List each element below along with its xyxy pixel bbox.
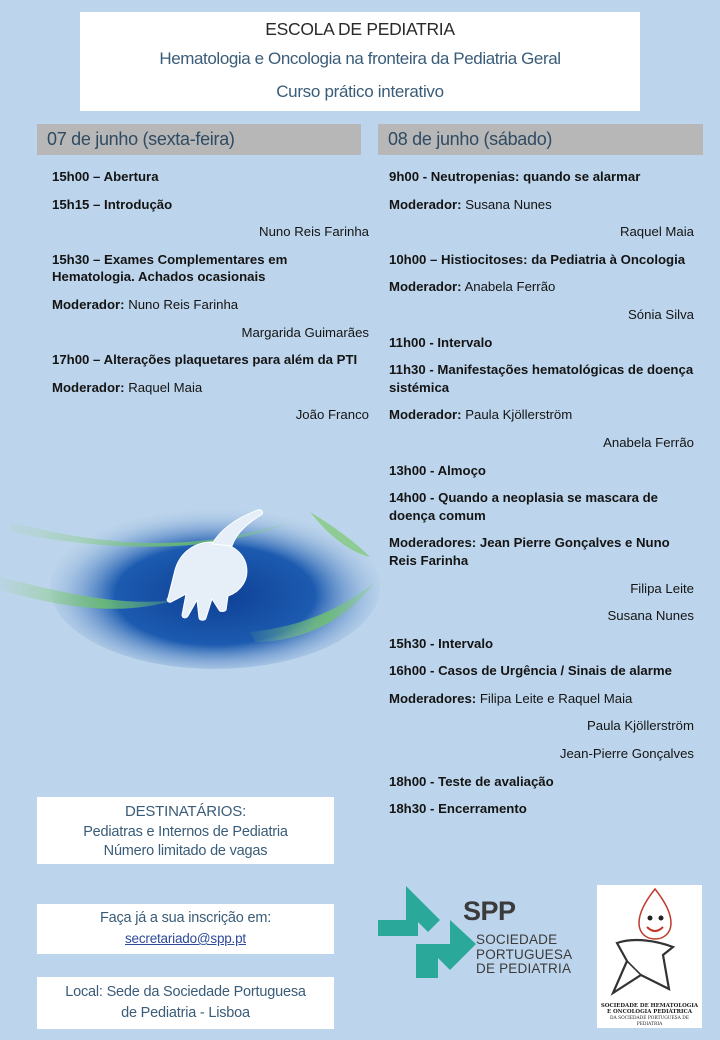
moderators-line: Moderadores: Jean Pierre Gonçalves e Nuno Reis Farinha: [389, 535, 670, 568]
program-item: 11h00 - Intervalo: [389, 334, 493, 350]
shop-line: SOCIEDADE DE HEMATOLOGIA: [600, 1003, 699, 1009]
spp-line: PORTUGUESA: [476, 946, 573, 962]
spp-line: SOCIEDADE: [476, 932, 558, 947]
moderator-label: Moderador:: [389, 407, 462, 423]
day1-heading: 07 de junho (sexta-feira): [37, 124, 361, 155]
moderator-line: [52, 296, 369, 314]
moderator-name: Filipa Leite e Raquel Maia: [476, 690, 633, 706]
venue-line: de Pediatria - Lisboa: [121, 1005, 250, 1021]
day1-program: [52, 168, 369, 434]
program-item: 11h30 - Manifestações hematológicas de doença sistémica: [389, 362, 694, 395]
venue-line: Local: Sede da Sociedade Portuguesa: [65, 984, 306, 1000]
program-item: 14h00 - Quando a neoplasia se mascara de doença comum: [389, 490, 658, 523]
spp-line: DE PEDIATRIA: [476, 961, 572, 976]
moderator-line: [389, 690, 694, 708]
program-item: 15h30 – Exames Complementares em Hematologia. Achados ocasionais: [52, 251, 288, 285]
school-title: ESCOLA DE PEDIATRIA: [265, 19, 455, 39]
moderator-label: Moderador:: [389, 279, 462, 295]
child-drop-icon: [597, 885, 702, 1003]
moderator-name: Anabela Ferrão: [461, 279, 556, 295]
moderator-name: Nuno Reis Farinha: [124, 296, 239, 312]
moderator-name: Paula Kjöllerström: [461, 407, 573, 423]
speaker-name: Filipa Leite: [630, 580, 694, 596]
moderator-line: [389, 406, 694, 424]
moderator-label: Moderador:: [52, 379, 125, 395]
shop-logo: [597, 885, 702, 1028]
program-item: 17h00 – Alterações plaquetares para além da PTI: [52, 352, 358, 368]
audience-limit: Número limitado de vagas: [103, 843, 268, 859]
day2-program: [389, 168, 694, 828]
audience-box: [37, 797, 334, 864]
speaker-name: Margarida Guimarães: [241, 324, 369, 340]
course-type: Curso prático interativo: [276, 82, 444, 101]
moderator-label: Moderador:: [52, 296, 125, 312]
registration-prompt: Faça já a sua inscrição em:: [99, 910, 272, 926]
spp-bird-icon: [378, 878, 476, 978]
spp-abbr: SPP: [463, 896, 516, 926]
program-item: 15h30 - Intervalo: [389, 635, 494, 651]
day2-heading: 08 de junho (sábado): [378, 124, 703, 155]
program-item: 10h00 – Histiocitoses: da Pediatria à Oncologia: [389, 251, 686, 267]
moderator-line: [389, 196, 694, 214]
program-item: 9h00 - Neutropenias: quando se alarmar: [389, 169, 641, 184]
program-item: 16h00 - Casos de Urgência / Sinais de alarme: [389, 663, 672, 679]
speaker-name: João Franco: [295, 407, 369, 423]
program-item: 18h00 - Teste de avaliação: [389, 773, 554, 789]
moderator-label: Moderadores:: [389, 690, 477, 706]
moderator-label: Moderador:: [389, 196, 462, 212]
program-item: 15h15 – Introdução: [52, 196, 173, 212]
shop-line: E ONCOLOGIA PEDIÁTRICA: [607, 1009, 692, 1016]
program-item: 18h30 - Encerramento: [389, 801, 527, 817]
moderator-line: [389, 278, 694, 296]
moderator-name: Susana Nunes: [461, 196, 552, 212]
speaker-name: Susana Nunes: [607, 608, 694, 624]
hand-illustration: [0, 482, 380, 672]
spp-fullname: [476, 933, 572, 977]
registration-box: [37, 904, 334, 954]
speaker-name: Anabela Ferrão: [603, 434, 694, 450]
moderator-line: [52, 379, 369, 397]
moderator-name: Raquel Maia: [124, 379, 203, 395]
shop-line: DA SOCIEDADE PORTUGUESA DE PEDIATRIA: [610, 1015, 689, 1027]
speaker-name: Paula Kjöllerström: [586, 718, 694, 734]
venue-box: [37, 977, 334, 1029]
program-item: 13h00 - Almoço: [389, 462, 486, 478]
audience-line: Pediatras e Internos de Pediatria: [83, 824, 288, 840]
speaker-name: Nuno Reis Farinha: [259, 224, 369, 240]
program-item: 15h00 – Abertura: [52, 169, 159, 184]
course-subtitle: Hematologia e Oncologia na fronteira da Pediatria Geral: [159, 49, 561, 68]
shop-caption: [600, 1003, 699, 1028]
event-header: [80, 12, 640, 111]
speaker-name: Jean-Pierre Gonçalves: [559, 746, 694, 762]
audience-title: DESTINATÁRIOS:: [124, 803, 247, 820]
speaker-name: Raquel Maia: [619, 224, 694, 240]
speaker-name: Sónia Silva: [628, 306, 694, 322]
spp-logo: [378, 878, 588, 980]
registration-email-link[interactable]: secretariado@spp.pt: [125, 931, 246, 946]
